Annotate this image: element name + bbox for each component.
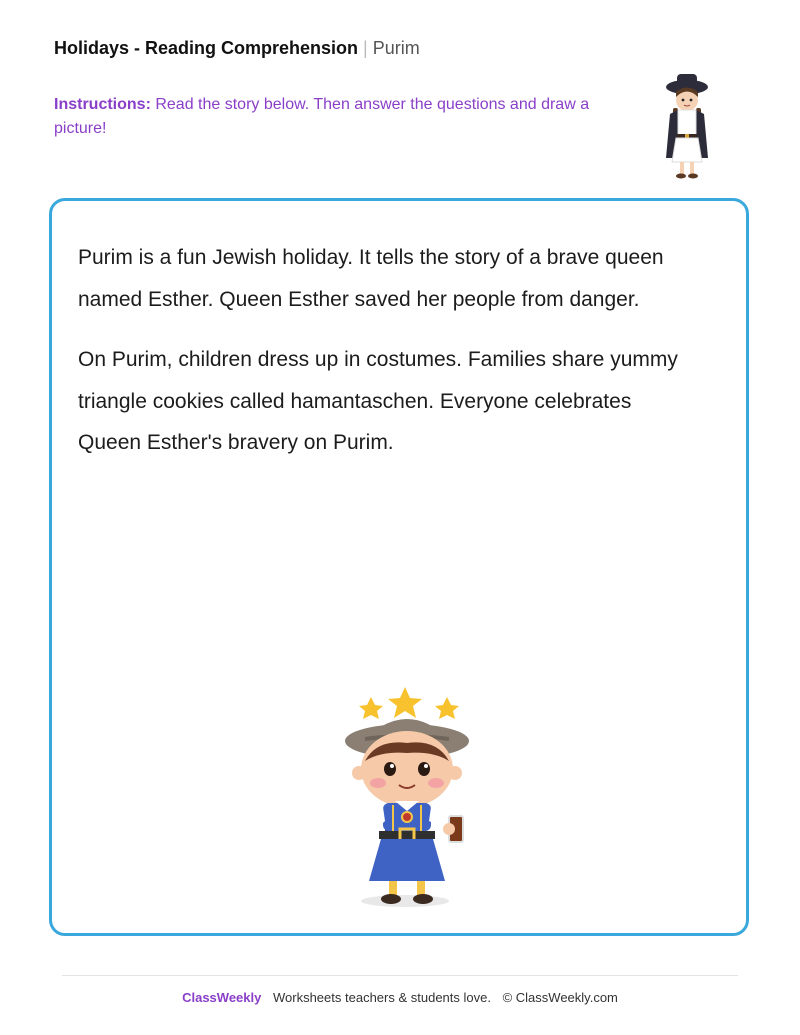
- footer-divider: [62, 975, 738, 976]
- story-paragraph: On Purim, children dress up in costumes. Families share yummy triangle cookies called hamantaschen. Everyone celebrates Queen Esther's bravery on Purim.: [78, 348, 678, 454]
- story-card: [49, 198, 749, 936]
- worksheet-title: Holidays - Reading Comprehension: [54, 38, 359, 58]
- instructions-label: Instructions:: [54, 96, 151, 113]
- page-header: [54, 36, 420, 60]
- worksheet-topic: Purim: [372, 38, 420, 58]
- footer-copyright: © ClassWeekly.com: [502, 990, 618, 1005]
- page-footer: [0, 990, 800, 1005]
- story-text: [78, 237, 698, 483]
- girl-costume-illustration: [656, 70, 718, 185]
- instructions: [54, 93, 614, 141]
- title-separator: |: [363, 38, 368, 58]
- instructions-text: Read the story below. Then answer the questions and draw a picture!: [54, 96, 590, 137]
- footer-tagline: Worksheets teachers & students love.: [272, 990, 491, 1005]
- boy-costume-illustration: [337, 681, 477, 911]
- footer-brand: ClassWeekly: [182, 990, 262, 1005]
- story-paragraph: Purim is a fun Jewish holiday. It tells the story of a brave queen named Esther. Queen Esther saved her people from danger.: [78, 246, 664, 311]
